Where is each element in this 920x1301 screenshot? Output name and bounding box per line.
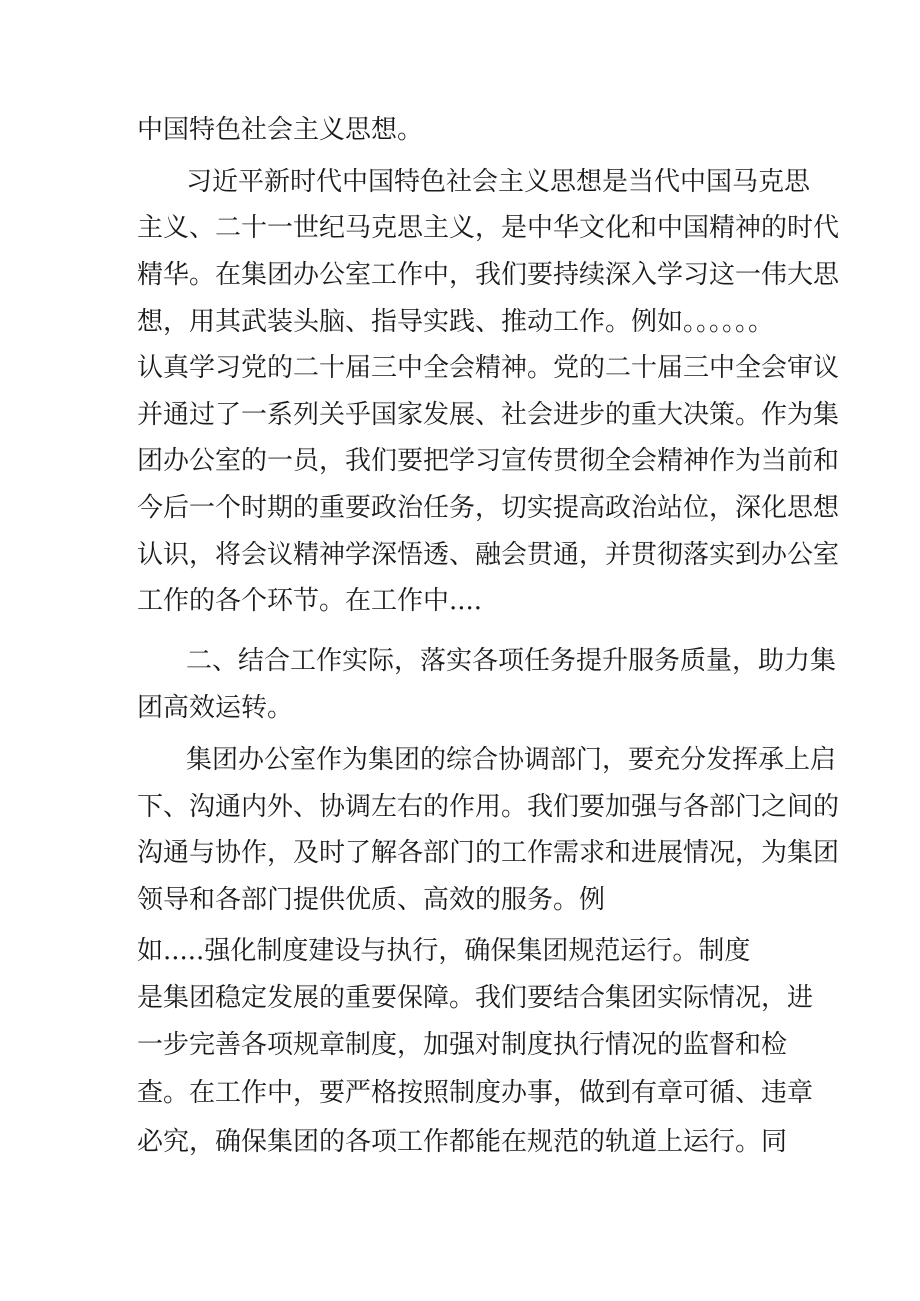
text-line-7: 并通过了一系列关乎国家发展、社会进步的重大决策。作为集 <box>137 400 840 430</box>
text-line-17: 领导和各部门提供优质、高效的服务。例 <box>137 885 606 915</box>
text-line-22: 必究，确保集团的各项工作都能在规范的轨道上运行。同 <box>137 1127 788 1157</box>
text-line-21: 查。在工作中，要严格按照制度办事，做到有章可循、违章 <box>137 1078 814 1108</box>
text-line-4: 精华。在集团办公室工作中，我们要持续深入学习这一伟大思 <box>137 260 840 290</box>
text-line-9: 今后一个时期的重要政治任务，切实提高政治站位，深化思想 <box>137 493 840 523</box>
text-line-8: 团办公室的一员，我们要把学习宣传贯彻全会精神作为当前和 <box>137 446 840 476</box>
text-line-14: 集团办公室作为集团的综合协调部门，要充分发挥承上启 <box>186 745 837 775</box>
text-line-12: 二、结合工作实际，落实各项任务提升服务质量，助力集 <box>186 646 837 676</box>
text-line-18: 如.....强化制度建设与执行，确保集团规范运行。制度 <box>137 936 751 966</box>
text-line-16: 沟通与协作，及时了解各部门的工作需求和进展情况，为集团 <box>137 838 840 868</box>
text-line-20: 一步完善各项规章制度，加强对制度执行情况的监督和检 <box>137 1030 788 1060</box>
text-line-2: 习近平新时代中国特色社会主义思想是当代中国马克思 <box>186 167 811 197</box>
text-line-6: 认真学习党的二十届三中全会精神。党的二十届三中全会审议 <box>137 353 840 383</box>
text-line-10: 认识，将会议精神学深悟透、融会贯通，并贯彻落实到办公室 <box>137 540 840 570</box>
text-line-5: 想，用其武装头脑、指导实践、推动工作。例如。。。。。。 <box>137 307 775 337</box>
text-line-1: 中国特色社会主义思想。 <box>137 115 424 145</box>
text-line-13: 团高效运转。 <box>137 693 294 723</box>
text-line-11: 工作的各个环节。在工作中.... <box>137 586 483 616</box>
text-line-15: 下、沟通内外、协调左右的作用。我们要加强与各部门之间的 <box>137 792 840 822</box>
text-line-3: 主义、二十一世纪马克思主义，是中华文化和中国精神的时代 <box>137 213 840 243</box>
text-line-19: 是集团稳定发展的重要保障。我们要结合集团实际情况，进 <box>137 983 814 1013</box>
